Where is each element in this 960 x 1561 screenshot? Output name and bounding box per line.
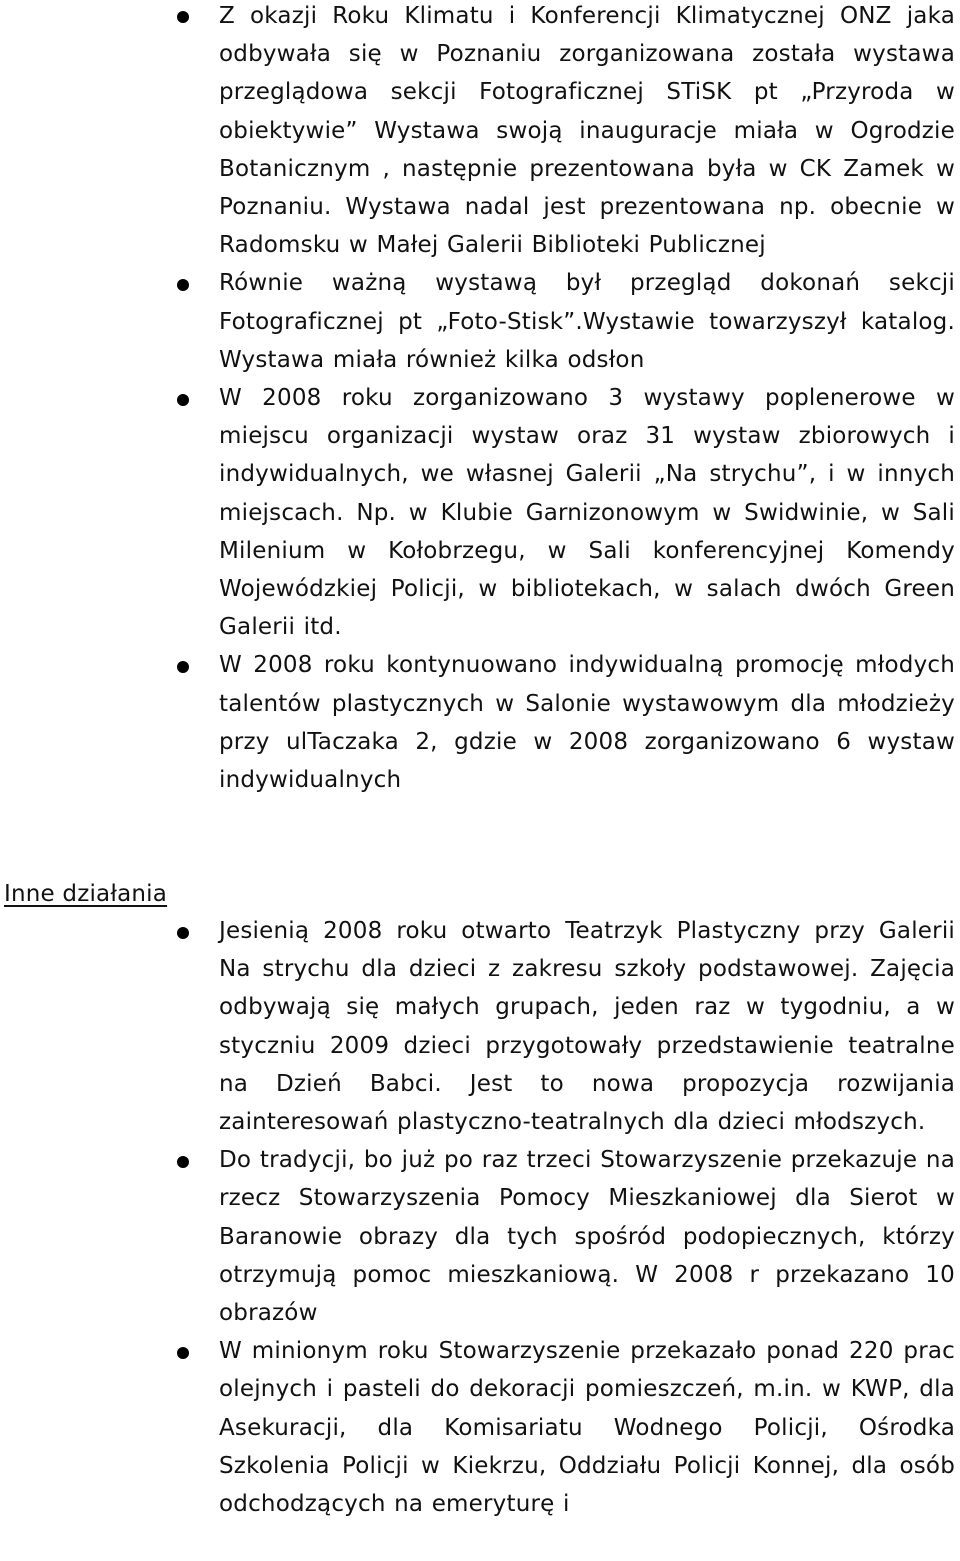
list-item xyxy=(0,379,960,646)
bullet-icon xyxy=(177,1347,189,1359)
list-item xyxy=(0,264,960,379)
paragraph: Z okazji Roku Klimatu i Konferencji Klimatycznej ONZ jaka odbywała się w Poznaniu zorganizowana została wystawa przeglądowa sekcji Fotograficznej STiSK pt „Przyroda w obiektywie” Wystawa swoją inauguracje miała w Ogrodzie Botanicznym , następnie prezentowana była w CK Zamek w Poznaniu. Wystawa nadal jest prezentowana np. obecnie w Radomsku w Małej Galerii Biblioteki Publicznej xyxy=(219,3,955,259)
bullet-icon xyxy=(177,279,189,291)
paragraph: W 2008 roku zorganizowano 3 wystawy poplenerowe w miejscu organizacji wystaw oraz 31 wystaw zbiorowych i indywidualnych, we własnej Galerii „Na strychu”, i w innych miejscach. Np. w Klubie Garnizonowym w Swidwinie, w Sali Milenium w Kołobrzegu, w Sali konferencyjnej Komendy Wojewódzkiej Policji, w bibliotekach, w salach dwóch Green Galerii itd. xyxy=(219,385,955,641)
paragraph: W 2008 roku kontynuowano indywidualną promocję młodych talentów plastycznych w Salonie wystawowym dla młodzieży przy ulTaczaka 2, gdzie w 2008 zorganizowano 6 wystaw indywidualnych xyxy=(219,652,955,794)
bullet-icon xyxy=(177,394,189,406)
paragraph: W minionym roku Stowarzyszenie przekazało ponad 220 prac olejnych i pasteli do dekoracji pomieszczeń, m.in. w KWP, dla Asekuracji, dla Komisariatu Wodnego Policji, Ośrodka Szkolenia Policji w Kiekrzu, Oddziału Policji Konnej, dla osób odchodzących na emeryturę i xyxy=(219,1338,955,1518)
section-heading: Inne działania xyxy=(4,881,168,907)
bullet-icon xyxy=(177,927,189,939)
paragraph: Jesienią 2008 roku otwarto Teatrzyk Plastyczny przy Galerii Na strychu dla dzieci z zakresu szkoły podstawowej. Zajęcia odbywają się małych grupach, jeden raz w tygodniu, a w styczniu 2009 dzieci przygotowały przedstawienie teatralne na Dzień Babci. Jest to nowa propozycja rozwijania zainteresowań plastyczno-teatralnych dla dzieci młodszych. xyxy=(219,918,955,1136)
list-item xyxy=(0,0,960,264)
paragraph: Równie ważną wystawą był przegląd dokonań sekcji Fotograficznej pt „Foto-Stisk”.Wystawie towarzyszył katalog. Wystawa miała również kilka odsłon xyxy=(219,270,955,373)
bullet-icon xyxy=(177,1156,189,1168)
list-item xyxy=(0,912,960,1141)
bullet-list-bottom xyxy=(0,912,960,1523)
bullet-icon xyxy=(177,11,189,23)
list-item xyxy=(0,1332,960,1523)
list-item xyxy=(0,646,960,799)
bullet-icon xyxy=(177,661,189,673)
paragraph: Do tradycji, bo już po raz trzeci Stowarzyszenie przekazuje na rzecz Stowarzyszenia Pomocy Mieszkaniowej dla Sierot w Baranowie obrazy dla tych spośród podopiecznych, którzy otrzymują pomoc mieszkaniową. W 2008 r przekazano 10 obrazów xyxy=(219,1147,955,1327)
list-item xyxy=(0,1141,960,1332)
